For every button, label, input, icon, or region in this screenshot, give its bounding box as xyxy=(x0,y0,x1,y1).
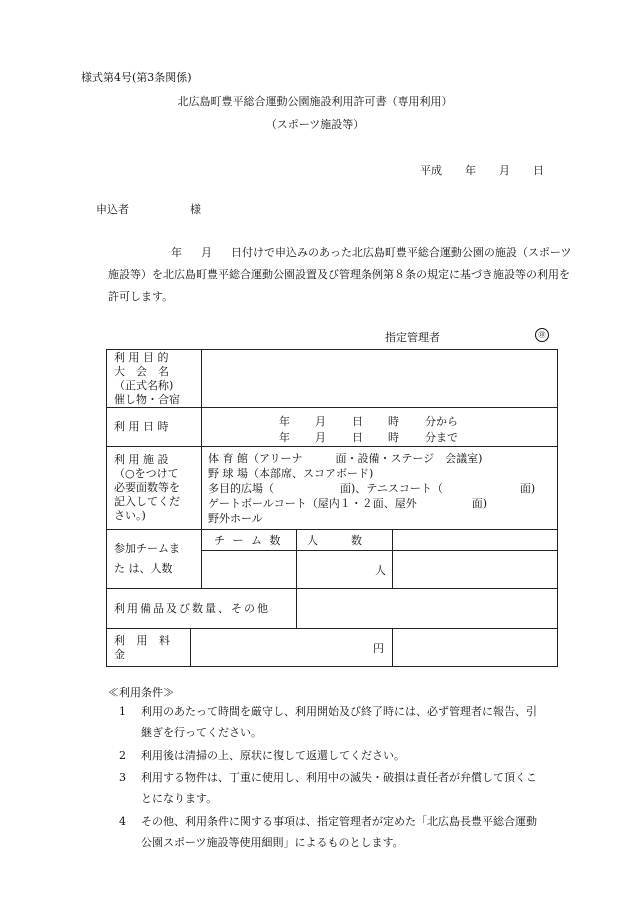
facility-options[interactable] xyxy=(202,447,558,530)
facility-gym: 体 育 館（アリーナ 面・設備・ステージ 会議室) xyxy=(208,451,483,465)
teams-label xyxy=(107,530,202,589)
teams-header-row xyxy=(107,530,558,551)
teams-label-line2: た は、人数 xyxy=(114,562,173,575)
condition-number: 1 xyxy=(119,705,126,718)
to-minute: 分まで xyxy=(425,431,458,444)
people-unit: 人 xyxy=(375,563,386,577)
from-year: 年 xyxy=(279,415,290,428)
people-count-header: 人 数 xyxy=(297,530,393,551)
purpose-label-line3: （正式名称) xyxy=(114,378,174,392)
applicant-line xyxy=(96,201,201,217)
permission-statement xyxy=(108,242,578,308)
date-year: 年 xyxy=(465,164,476,177)
body-year: 年 xyxy=(171,246,182,259)
designated-manager-label: 指定管理者 xyxy=(385,331,440,344)
facility-baseball: 野 球 場（本部席、スコアボード) xyxy=(208,466,374,480)
fee-label: 利 用 料 金 xyxy=(107,629,191,667)
facility-label xyxy=(107,447,202,530)
from-hour: 時 xyxy=(388,415,399,428)
from-day: 日 xyxy=(352,415,363,428)
applicant-label: 申込者 xyxy=(96,203,129,216)
from-minute: 分から xyxy=(425,415,458,428)
condition-number: 4 xyxy=(119,815,126,828)
facility-label-line5: さい。) xyxy=(114,509,146,522)
condition-text: 利用後は清掃の上、原状に復して返還してください。 xyxy=(141,749,405,762)
document-title: 北広島町豊平総合運動公園施設利用許可書（専用利用） xyxy=(177,95,453,108)
team-count-header: チ ー ム 数 xyxy=(202,530,297,551)
equipment-field[interactable] xyxy=(297,589,558,629)
fee-extra-field[interactable] xyxy=(393,629,558,667)
fee-unit: 円 xyxy=(373,641,384,655)
condition-text: 利用のあたって時間を厳守し、利用開始及び終了時には、必ず管理者に報告、引 xyxy=(141,705,537,718)
to-month: 月 xyxy=(315,431,326,444)
purpose-label-line4: 催し物・合宿 xyxy=(114,392,180,406)
equipment-label: 利用備品及び数量、その他 xyxy=(107,589,297,629)
facility-outdoor-hall: 野外ホール xyxy=(208,511,263,525)
condition-item xyxy=(119,745,579,766)
facility-gateball: ゲートボールコート（屋内１・２面、屋外 面) xyxy=(208,496,488,510)
condition-number: 3 xyxy=(119,771,126,784)
conditions-title: ≪利用条件≫ xyxy=(108,686,174,699)
teams-extra-field[interactable] xyxy=(393,551,558,589)
condition-item xyxy=(119,767,579,809)
facility-label-line4: 記入してくだ xyxy=(114,495,180,508)
facility-label-line1: 利 用 施 設 xyxy=(114,453,169,466)
datetime-row xyxy=(107,408,558,447)
to-hour: 時 xyxy=(388,431,399,444)
team-count-field[interactable] xyxy=(202,551,297,589)
purpose-row xyxy=(107,350,558,408)
issue-date xyxy=(420,162,544,178)
facility-plaza-tennis: 多目的広場（ 面)、テニスコート（ 面) xyxy=(208,481,536,495)
condition-text-cont: 公園スポーツ施設等使用細則」によるものとします。 xyxy=(141,836,404,849)
datetime-field[interactable] xyxy=(202,408,558,447)
date-month: 月 xyxy=(499,164,510,177)
condition-text-cont: 継ぎを行ってください。 xyxy=(141,726,262,739)
body-month: 月 xyxy=(201,246,212,259)
from-month: 月 xyxy=(315,415,326,428)
document-subtitle: （スポーツ施設等） xyxy=(265,118,365,131)
date-day: 日 xyxy=(533,164,544,177)
facility-label-line3: 必要面数等を xyxy=(114,481,180,494)
to-day: 日 xyxy=(352,431,363,444)
datetime-label: 利 用 日 時 xyxy=(107,408,202,447)
teams-extra-header xyxy=(393,530,558,551)
purpose-field[interactable] xyxy=(202,350,558,408)
date-era: 平成 xyxy=(420,164,442,177)
purpose-label-line2: 大 会 名 xyxy=(114,364,169,378)
teams-label-line1: 参加チームま xyxy=(114,542,180,555)
condition-item xyxy=(119,701,579,743)
applicant-honorific: 様 xyxy=(190,203,201,216)
purpose-label xyxy=(107,350,202,408)
fee-row xyxy=(107,629,558,667)
seal-mark: ㊞ xyxy=(535,328,549,342)
condition-item xyxy=(119,811,579,853)
permit-form-table xyxy=(106,349,558,667)
equipment-row xyxy=(107,589,558,629)
condition-text-cont: とになります。 xyxy=(141,792,218,805)
body-text: 日付けで申込みのあった北広島町豊平総合運動公園の施設（スポーツ施設等）を北広島町豊平総合運動公園設置及び管理条例第８条の規定に基づき施設等の利用を許可します。 xyxy=(108,246,572,303)
condition-text: 利用する物件は、丁重に使用し、利用中の滅失・破損は責任者が弁償して頂くこ xyxy=(141,771,537,784)
facility-row xyxy=(107,447,558,530)
to-year: 年 xyxy=(279,431,290,444)
form-number: 様式第4号(第3条関係) xyxy=(81,71,192,84)
fee-field[interactable] xyxy=(191,629,393,667)
people-count-field[interactable] xyxy=(297,551,393,589)
condition-number: 2 xyxy=(119,749,126,762)
condition-text: その他、利用条件に関する事項は、指定管理者が定めた「北広島長豊平総合運動 xyxy=(141,815,537,828)
facility-label-line2: （○をつけて xyxy=(114,467,179,480)
purpose-label-line1: 利 用 目 的 xyxy=(114,350,169,364)
